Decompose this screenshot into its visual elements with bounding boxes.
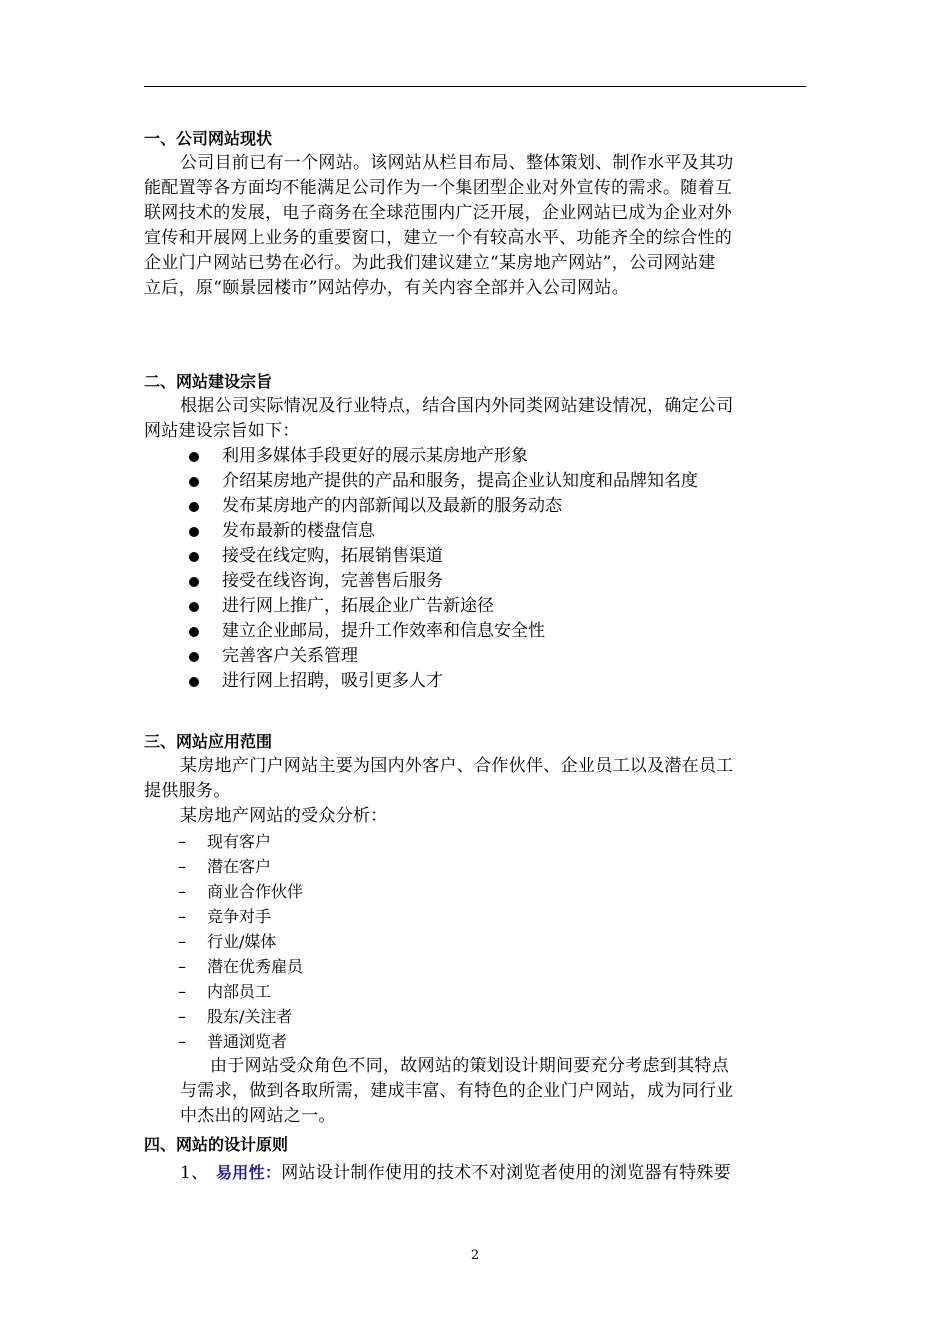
paragraph-purpose: 根据公司实际情况及行业特点，结合国内外同类网站建设情况，确定公司 bbox=[180, 396, 734, 416]
paragraph-purpose-cont: 网站建设宗旨如下： bbox=[144, 421, 300, 441]
bullet-icon bbox=[189, 602, 199, 612]
principle-label: 易用性： bbox=[216, 1163, 282, 1182]
bullet-icon bbox=[189, 552, 199, 562]
list-item: 介绍某房地产提供的产品和服务，提高企业认知度和品牌知名度 bbox=[144, 469, 806, 494]
bullet-icon bbox=[189, 677, 199, 687]
bullet-icon bbox=[189, 577, 199, 587]
list-item: 发布某房地产的内部新闻以及最新的服务动态 bbox=[144, 494, 806, 519]
list-item: 建立企业邮局，提升工作效率和信息安全性 bbox=[144, 619, 806, 644]
section-heading-3: 三、网站应用范围 bbox=[144, 732, 273, 751]
list-item: – 现有客户 bbox=[178, 832, 272, 851]
list-item: 发布最新的楼盘信息 bbox=[144, 519, 806, 544]
list-item: 利用多媒体手段更好的展示某房地产形象 bbox=[144, 444, 806, 469]
paragraph-audience-closing: 由于网站受众角色不同，故网站的策划设计期间要充分考虑到其特点 与需求，做到各取所需，建成丰富、有特色的企业门户网站，成为同行业 中杰出的网站之一。 bbox=[180, 1056, 734, 1126]
bullet-icon bbox=[189, 477, 199, 487]
bullet-icon bbox=[189, 652, 199, 662]
section-heading-4: 四、网站的设计原则 bbox=[144, 1135, 289, 1154]
header-rule bbox=[144, 86, 806, 87]
paragraph-scope-cont: 提供服务。 bbox=[144, 781, 231, 801]
section-heading-2: 二、网站建设宗旨 bbox=[144, 372, 273, 391]
audience-list bbox=[144, 829, 806, 1054]
list-item: 进行网上推广，拓展企业广告新途径 bbox=[144, 594, 806, 619]
bullet-icon bbox=[189, 502, 199, 512]
list-item: 接受在线咨询，完善售后服务 bbox=[144, 569, 806, 594]
bullet-icon bbox=[189, 452, 199, 462]
section-heading-1: 一、公司网站现状 bbox=[144, 129, 273, 148]
list-item: – 行业/媒体 bbox=[178, 932, 277, 951]
list-item: – 潜在优秀雇员 bbox=[178, 957, 304, 976]
page-number: 2 bbox=[470, 1248, 480, 1263]
list-item: – 潜在客户 bbox=[178, 857, 272, 876]
list-item: 接受在线定购，拓展销售渠道 bbox=[144, 544, 806, 569]
paragraph-status: 公司目前已有一个网站。该网站从栏目布局、整体策划、制作水平及其功 bbox=[180, 153, 734, 173]
bullet-icon bbox=[189, 627, 199, 637]
list-item: – 竞争对手 bbox=[178, 907, 272, 926]
document-body bbox=[144, 126, 806, 1186]
list-item: 进行网上招聘，吸引更多人才 bbox=[144, 669, 806, 694]
list-item: – 商业合作伙伴 bbox=[178, 882, 304, 901]
paragraph-status-cont: 能配置等各方面均不能满足公司作为一个集团型企业对外宣传的需求。随着互 联网技术的发展，电子商务在全球范围内广泛开展，企业网站已成为企业对外 宣传和开展网上业务的重要窗口，建立一个有较高水平、功能齐全的综合性的 企业门户网站已势在必行。为此我们建议建立“某房地产网站”，公司网站建 立后，原“颐景园楼市”网站停办，有关内容全部并入公司网站。 bbox=[144, 178, 733, 298]
paragraph-scope: 某房地产门户网站主要为国内外客户、合作伙伴、企业员工以及潜在员工 bbox=[180, 756, 734, 776]
purpose-list bbox=[144, 444, 806, 694]
principle-item: 1、 易用性：网站设计制作使用的技术不对浏览者使用的浏览器有特殊要 bbox=[180, 1163, 732, 1183]
list-item: – 股东/关注者 bbox=[178, 1007, 293, 1026]
bullet-icon bbox=[189, 527, 199, 537]
audience-intro: 某房地产网站的受众分析： bbox=[180, 806, 388, 826]
list-item: – 内部员工 bbox=[178, 982, 272, 1001]
list-item: 完善客户关系管理 bbox=[144, 644, 806, 669]
list-item: – 普通浏览者 bbox=[178, 1032, 288, 1051]
